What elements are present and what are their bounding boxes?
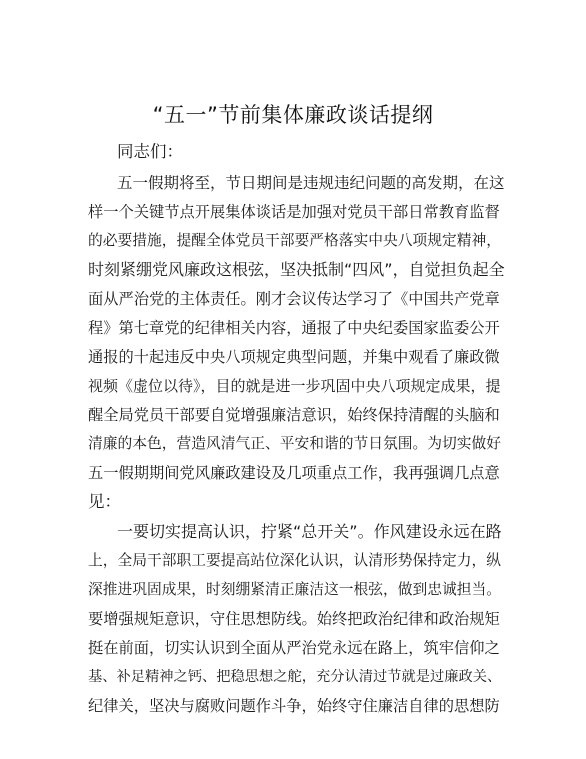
paragraph-line: 纪律关，坚决与腐败问题作斗争，始终守住廉洁自律的思想防: [88, 697, 500, 715]
paragraph-line: 的必要措施，提醒全体党员干部要严格落实中央八项规定精神，: [88, 232, 501, 249]
paragraph-line: 样一个关键节点开展集体谈话是加强对党员干部日常教育监督: [88, 203, 500, 221]
paragraph-line: 通报的十起违反中央八项规定典型问题，并集中观看了廉政微: [88, 348, 500, 366]
paragraph-line: 要增强规矩意识，守住思想防线。始终把政治纪律和政治规矩: [88, 610, 500, 628]
paragraph-line: 一要切实提高认识，拧紧“总开关”。作风建设永远在路: [117, 522, 502, 541]
paragraph-line: 程》第七章党的纪律相关内容，通报了中央纪委国家监委公开: [88, 319, 500, 337]
paragraph-line: 五一假期将至，节日期间是违规违纪问题的高发期，在这: [117, 174, 505, 192]
paragraph-line: 上，全局干部职工要提高站位深化认识，认清形势保持定力，纵: [88, 552, 501, 569]
paragraph-line: 视频《虚位以待》，目的就是进一步巩固中央八项规定成果，提: [88, 377, 501, 395]
paragraph-line: 挺在前面，切实认识到全面从严治党永远在路上，筑牢信仰之: [88, 639, 500, 657]
document-title: “五一”节前集体廉政谈话提纲: [152, 103, 434, 127]
paragraph-line: 醒全局党员干部要自觉增强廉洁意识，始终保持清醒的头脑和: [88, 406, 500, 424]
paragraph-line: 五一假期期间党风廉政建设及几项重点工作，我再强调几点意: [88, 464, 500, 482]
paragraph-line: 深推进巩固成果，时刻绷紧清正廉洁这一根弦，做到忠诚担当。: [88, 581, 501, 598]
paragraph-line: 基、补足精神之钙、把稳思想之舵，充分认清过节就是过廉政关、: [88, 669, 502, 685]
greeting: 同志们：: [117, 142, 183, 161]
paragraph-line: 时刻紧绷党风廉政这根弦，坚决抵制“四风”，自觉担负起全: [88, 260, 505, 279]
paragraph-line: 面从严治党的主体责任。刚才会议传达学习了《中国共产党章: [88, 290, 500, 308]
paragraph-line: 清廉的本色，营造风清气正、平安和谐的节日氛围。为切实做好: [88, 435, 501, 452]
paragraph-line: 见：: [88, 492, 121, 511]
